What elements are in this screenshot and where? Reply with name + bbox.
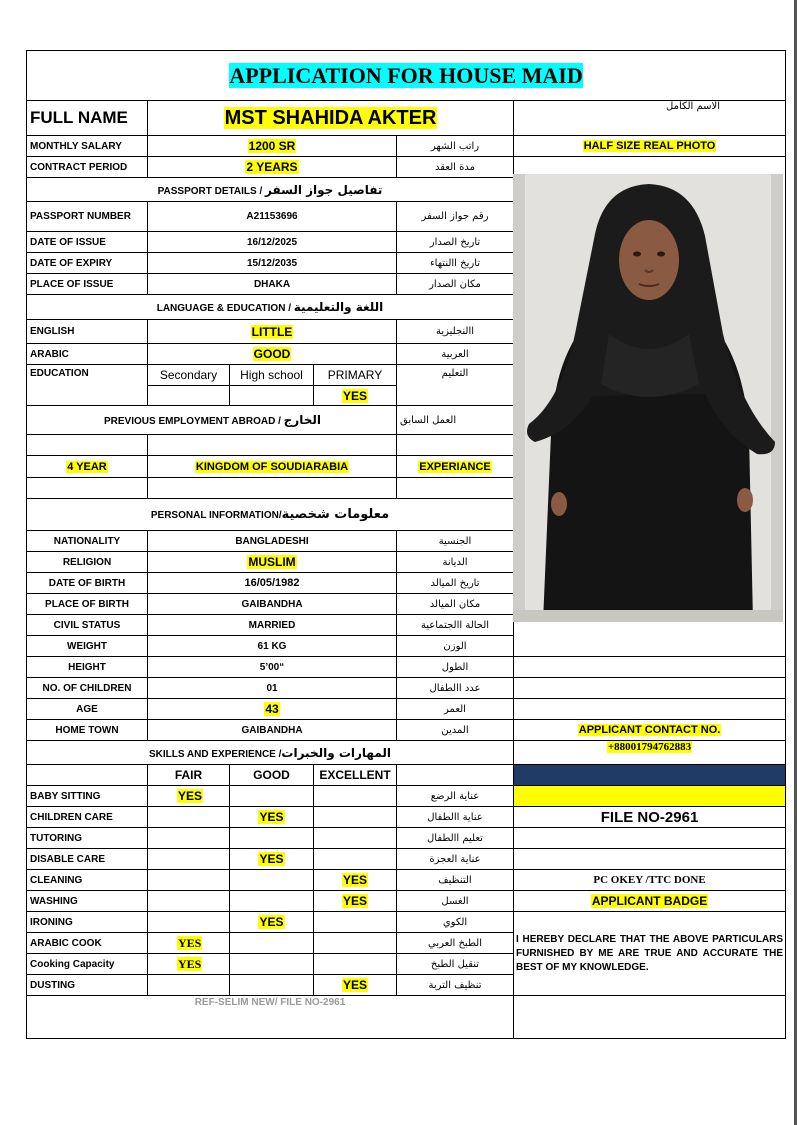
dob-ar: تاريخ الميالد — [397, 573, 514, 594]
pob-value: GAIBANDHA — [148, 594, 397, 615]
hometown-label: HOME TOWN — [27, 720, 148, 741]
skill-label: WASHING — [27, 891, 148, 912]
religion-ar: الديانة — [397, 552, 514, 573]
hometown-ar: المدين — [397, 720, 514, 741]
education-ar: التعليم — [397, 365, 514, 406]
skill-fair: YES — [148, 786, 230, 807]
full-name-cell — [148, 101, 514, 136]
children-label: NO. OF CHILDREN — [27, 678, 148, 699]
civil-label: CIVIL STATUS — [27, 615, 148, 636]
skill-good — [230, 891, 314, 912]
skill-fair — [148, 828, 230, 849]
passport-number-label: PASSPORT NUMBER — [27, 202, 148, 232]
children-ar: عدد االطفال — [397, 678, 514, 699]
skill-ar: تعليم االطفال — [397, 828, 514, 849]
education-opt-secondary: Secondary — [148, 365, 230, 386]
pob-ar: مكان الميالد — [397, 594, 514, 615]
reference-note: REF-SELIM NEW/ FILE NO-2961 — [27, 996, 514, 1039]
skill-fair: YES — [148, 933, 230, 954]
employment-years-cell — [27, 456, 148, 478]
contact-value: +88001794762883 — [607, 741, 692, 753]
civil-ar: الحالة االجتماعية — [397, 615, 514, 636]
language-heading-ar: اللغة والتعليمية — [293, 300, 384, 314]
education-opt-highschool: High school — [230, 365, 314, 386]
personal-heading: PERSONAL INFORMATION/معلومات شخصية — [27, 499, 514, 531]
passport-heading: PASSPORT DETAILS / تفاصيل جواز السفر — [27, 178, 514, 202]
skill-label: DISABLE CARE — [27, 849, 148, 870]
skill-ar: الكوي — [397, 912, 514, 933]
height-value: 5’00“ — [148, 657, 397, 678]
issue-date-label: DATE OF ISSUE — [27, 232, 148, 253]
contract-value: 2 YEARS — [246, 160, 298, 174]
expiry-date-label: DATE OF EXPIRY — [27, 253, 148, 274]
employment-years: 4 YEAR — [67, 460, 107, 473]
salary-cell — [148, 136, 397, 157]
education-label: EDUCATION — [27, 365, 148, 406]
applicant-photo-drawing — [513, 174, 783, 622]
skill-label: CLEANING — [27, 870, 148, 891]
applicant-badge: APPLICANT BADGE — [591, 894, 708, 908]
contact-label-cell — [514, 720, 786, 741]
navy-band — [514, 765, 786, 786]
skill-ar: تنقيل الطبخ — [397, 954, 514, 975]
english-ar: االنجليزية — [397, 320, 514, 344]
weight-value: 61 KG — [148, 636, 397, 657]
personal-heading-ar: معلومات شخصية — [281, 507, 390, 522]
salary-label: MONTHLY SALARY — [27, 136, 148, 157]
applicant-photo — [513, 174, 783, 622]
height-label: HEIGHT — [27, 657, 148, 678]
badge-cell — [514, 891, 786, 912]
employment-heading: PREVIOUS EMPLOYMENT ABROAD / الخارج — [27, 406, 397, 435]
full-name-label: FULL NAME — [27, 101, 148, 136]
skill-excellent — [314, 786, 397, 807]
issue-date-ar: تاريخ الصدار — [397, 232, 514, 253]
photo-label-cell — [514, 136, 786, 157]
english-cell — [148, 320, 397, 344]
skill-label: CHILDREN CARE — [27, 807, 148, 828]
skill-good — [230, 828, 314, 849]
dob-value: 16/05/1982 — [148, 573, 397, 594]
expiry-date-ar: تاريخ االنتهاء — [397, 253, 514, 274]
skills-heading: SKILLS AND EXPERIENCE /المهارات والخبرات — [27, 741, 514, 765]
skills-col-good: GOOD — [230, 765, 314, 786]
arabic-label: ARABIC — [27, 344, 148, 365]
arabic-ar: العربية — [397, 344, 514, 365]
skill-label: IRONING — [27, 912, 148, 933]
full-name-value: MST SHAHIDA AKTER — [224, 106, 437, 129]
dob-label: DATE OF BIRTH — [27, 573, 148, 594]
passport-number-ar: رقم جواز السفر — [397, 202, 514, 232]
skill-good: YES — [230, 849, 314, 870]
english-value: LITTLE — [251, 324, 293, 339]
employment-blank-3 — [397, 435, 514, 456]
skill-excellent — [314, 828, 397, 849]
photo-gap-4 — [514, 678, 786, 699]
skill-good — [230, 933, 314, 954]
skill-fair: YES — [148, 954, 230, 975]
skill-label: DUSTING — [27, 975, 148, 996]
skills-col-fair: FAIR — [148, 765, 230, 786]
photo-gap-3 — [514, 657, 786, 678]
skill-fair — [148, 912, 230, 933]
skill-good: YES — [230, 807, 314, 828]
skill-good: YES — [230, 912, 314, 933]
weight-ar: الوزن — [397, 636, 514, 657]
employment-heading-ar2: العمل السابق — [397, 406, 514, 435]
education-primary-cell — [314, 386, 397, 406]
language-heading: LANGUAGE & EDUCATION / اللغة والتعليمية — [27, 295, 514, 320]
skill-excellent: YES — [314, 870, 397, 891]
employment-blank-4 — [27, 478, 148, 499]
religion-label: RELIGION — [27, 552, 148, 573]
photo-label: HALF SIZE REAL PHOTO — [583, 140, 716, 152]
age-label: AGE — [27, 699, 148, 720]
employment-blank-6 — [397, 478, 514, 499]
skill-excellent — [314, 807, 397, 828]
employment-country-cell — [148, 456, 397, 478]
arabic-value: GOOD — [253, 347, 291, 361]
age-value: 43 — [265, 702, 279, 716]
skill-fair — [148, 849, 230, 870]
height-ar: الطول — [397, 657, 514, 678]
education-opt-primary: PRIMARY — [314, 365, 397, 386]
hometown-value: GAIBANDHA — [148, 720, 397, 741]
salary-ar: راتب الشهر — [397, 136, 514, 157]
expiry-date-value: 15/12/2035 — [148, 253, 397, 274]
skill-good — [230, 975, 314, 996]
declaration: I HEREBY DECLARE THAT THE ABOVE PARTICULARS FURNISHED BY ME ARE TRUE AND ACCURATE THE BEST OF MY KNOWLEDGE. — [514, 912, 786, 996]
nationality-label: NATIONALITY — [27, 531, 148, 552]
skill-good — [230, 786, 314, 807]
skill-excellent — [314, 954, 397, 975]
right-blank-1 — [514, 828, 786, 849]
skill-ar: تنظيف التربة — [397, 975, 514, 996]
photo-gap-5 — [514, 699, 786, 720]
skill-excellent: YES — [314, 891, 397, 912]
religion-value: MUSLIM — [248, 555, 296, 569]
employment-country: KINGDOM OF SOUDIARABIA — [195, 460, 349, 473]
yellow-band — [514, 786, 786, 807]
full-name-ar: الاسم الكامل — [514, 101, 786, 136]
civil-value: MARRIED — [148, 615, 397, 636]
skill-ar: الغسل — [397, 891, 514, 912]
weight-label: WEIGHT — [27, 636, 148, 657]
skill-excellent — [314, 912, 397, 933]
skill-excellent — [314, 849, 397, 870]
skill-ar: عناية العجزة — [397, 849, 514, 870]
english-label: ENGLISH — [27, 320, 148, 344]
employment-heading-ar: الخارج — [283, 413, 321, 427]
arabic-cell — [148, 344, 397, 365]
employment-blank-2 — [148, 435, 397, 456]
skill-ar: الطبخ العربي — [397, 933, 514, 954]
skill-excellent: YES — [314, 975, 397, 996]
skill-good — [230, 954, 314, 975]
salary-value: 1200 SR — [248, 139, 296, 153]
employment-experience: EXPERIANCE — [419, 460, 491, 473]
contract-cell — [148, 157, 397, 178]
issue-place-ar: مكان الصدار — [397, 274, 514, 295]
skill-ar: عناية الرضع — [397, 786, 514, 807]
contact-value-cell — [514, 741, 786, 765]
skill-label: BABY SITTING — [27, 786, 148, 807]
skill-fair — [148, 891, 230, 912]
education-value: YES — [342, 388, 367, 403]
skills-col-blank — [27, 765, 148, 786]
contract-label: CONTRACT PERIOD — [27, 157, 148, 178]
right-blank-2 — [514, 849, 786, 870]
skills-heading-ar: المهارات والخبرات — [281, 745, 392, 760]
age-cell — [148, 699, 397, 720]
employment-experience-cell — [397, 456, 514, 478]
nationality-value: BANGLADESHI — [148, 531, 397, 552]
title-cell — [27, 51, 786, 101]
issue-place-value: DHAKA — [148, 274, 397, 295]
education-empty-2 — [230, 386, 314, 406]
issue-place-label: PLACE OF ISSUE — [27, 274, 148, 295]
skill-fair — [148, 975, 230, 996]
skill-fair — [148, 870, 230, 891]
skills-col-blank-ar — [397, 765, 514, 786]
pob-label: PLACE OF BIRTH — [27, 594, 148, 615]
skill-label: Cooking Capacity — [27, 954, 148, 975]
form-title: APPLICATION FOR HOUSE MAID — [229, 62, 583, 88]
nationality-ar: الجنسية — [397, 531, 514, 552]
passport-number-value: A21153696 — [148, 202, 397, 232]
religion-cell — [148, 552, 397, 573]
skill-label: ARABIC COOK — [27, 933, 148, 954]
employment-blank-1 — [27, 435, 148, 456]
contact-label: APPLICANT CONTACT NO. — [578, 724, 721, 736]
age-ar: العمر — [397, 699, 514, 720]
skill-fair — [148, 807, 230, 828]
employment-blank-5 — [148, 478, 397, 499]
skill-good — [230, 870, 314, 891]
children-value: 01 — [148, 678, 397, 699]
skill-excellent — [314, 933, 397, 954]
education-empty-1 — [148, 386, 230, 406]
right-blank-bottom — [514, 996, 786, 1039]
skills-col-excellent: EXCELLENT — [314, 765, 397, 786]
skill-ar: التنظيف — [397, 870, 514, 891]
skill-ar: عناية االطفال — [397, 807, 514, 828]
file-number: FILE NO-2961 — [514, 807, 786, 828]
issue-date-value: 16/12/2025 — [148, 232, 397, 253]
passport-heading-ar: تفاصيل جواز السفر — [265, 182, 383, 197]
skill-label: TUTORING — [27, 828, 148, 849]
pc-status: PC OKEY /TTC DONE — [514, 870, 786, 891]
contract-ar: مدة العقد — [397, 157, 514, 178]
